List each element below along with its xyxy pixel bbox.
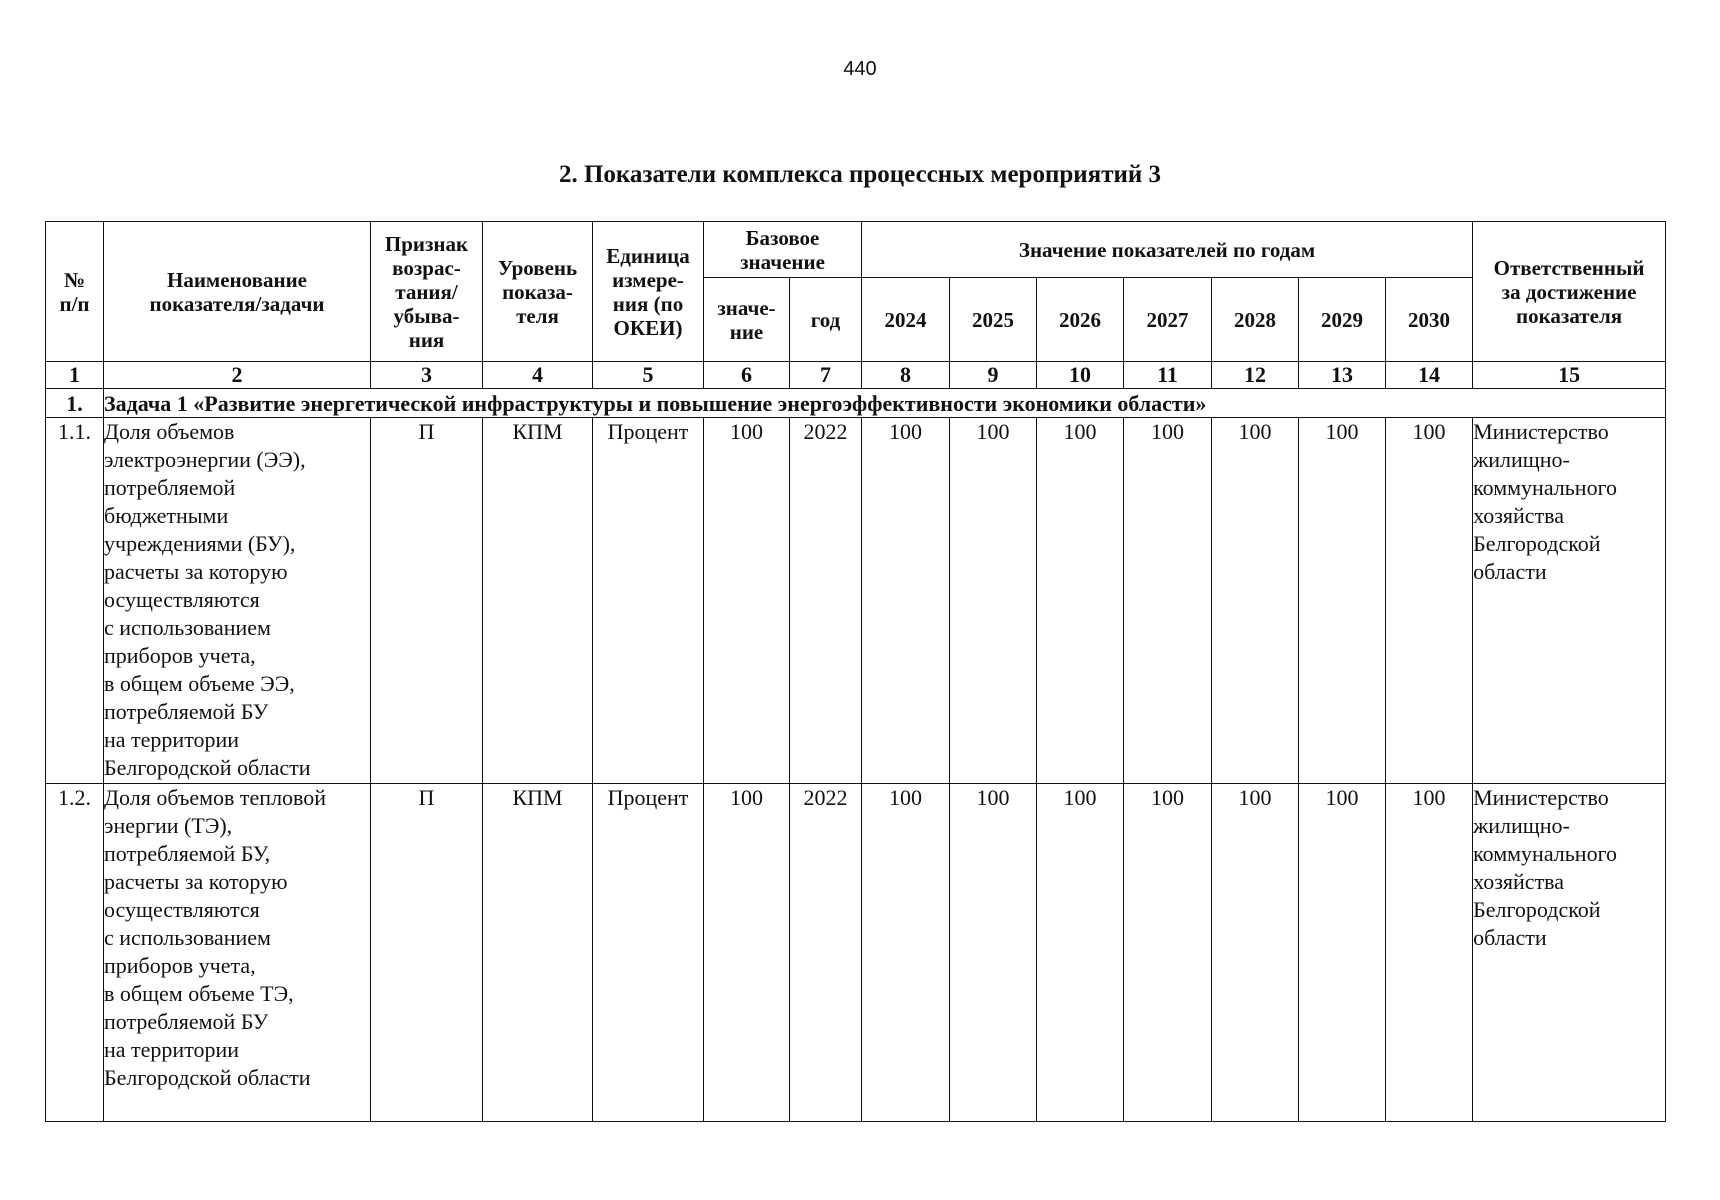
column-number: 2 xyxy=(104,362,371,389)
header-base-value: значе- ние xyxy=(704,278,790,362)
header-num: № п/п xyxy=(46,222,104,362)
column-number: 7 xyxy=(790,362,862,389)
task-title: Задача 1 «Развитие энергетической инфраструктуры и повышение энергоэффективности экономики области» xyxy=(104,389,1666,418)
header-year-2024: 2024 xyxy=(862,278,950,362)
header-years-group: Значение показателей по годам xyxy=(862,222,1473,278)
base-year-cell: 2022 xyxy=(790,784,862,1122)
table-row xyxy=(46,784,1666,1122)
level-cell: КПМ xyxy=(483,784,593,1122)
value-2028-cell: 100 xyxy=(1212,418,1299,784)
base-value-cell: 100 xyxy=(704,784,790,1122)
indicator-name: Доля объемов тепловой энергии (ТЭ), потребляемой БУ, расчеты за которую осуществляются с использованием приборов учета, в общем объеме ТЭ, потребляемой БУ на территории Белгородской области xyxy=(104,784,371,1122)
level-cell: КПМ xyxy=(483,418,593,784)
trend-cell: П xyxy=(371,784,483,1122)
task-index: 1. xyxy=(46,389,104,418)
column-number: 8 xyxy=(862,362,950,389)
base-year-cell: 2022 xyxy=(790,418,862,784)
column-number: 6 xyxy=(704,362,790,389)
base-value-cell: 100 xyxy=(704,418,790,784)
row-index: 1.1. xyxy=(46,418,104,784)
header-base-year: год xyxy=(790,278,862,362)
header-level: Уровень показа- теля xyxy=(483,222,593,362)
column-number-row xyxy=(46,362,1666,389)
indicators-table xyxy=(45,221,1666,1122)
column-number: 14 xyxy=(1386,362,1473,389)
header-year-2029: 2029 xyxy=(1299,278,1386,362)
trend-cell: П xyxy=(371,418,483,784)
column-number: 3 xyxy=(371,362,483,389)
column-number: 15 xyxy=(1473,362,1666,389)
header-base-group: Базовое значение xyxy=(704,222,862,278)
value-2025-cell: 100 xyxy=(950,784,1037,1122)
header-responsible: Ответственный за достижение показателя xyxy=(1473,222,1666,362)
indicator-name: Доля объемов электроэнергии (ЭЭ), потребляемой бюджетными учреждениями (БУ), расчеты за которую осуществляются с использованием приборов учета, в общем объеме ЭЭ, потребляемой БУ на территории Белгородской области xyxy=(104,418,371,784)
value-2028-cell: 100 xyxy=(1212,784,1299,1122)
task-row xyxy=(46,389,1666,418)
value-2024-cell: 100 xyxy=(862,784,950,1122)
header-year-2030: 2030 xyxy=(1386,278,1473,362)
header-year-2027: 2027 xyxy=(1124,278,1212,362)
header-year-2025: 2025 xyxy=(950,278,1037,362)
value-2026-cell: 100 xyxy=(1037,784,1124,1122)
unit-cell: Процент xyxy=(593,784,704,1122)
header-year-2028: 2028 xyxy=(1212,278,1299,362)
responsible-cell: Министерство жилищно- коммунального хозяйства Белгородской области xyxy=(1473,418,1666,784)
column-number: 11 xyxy=(1124,362,1212,389)
value-2029-cell: 100 xyxy=(1299,418,1386,784)
column-number: 10 xyxy=(1037,362,1124,389)
column-number: 5 xyxy=(593,362,704,389)
page-title: 2. Показатели комплекса процессных мероприятий 3 xyxy=(558,161,1162,188)
row-index: 1.2. xyxy=(46,784,104,1122)
value-2030-cell: 100 xyxy=(1386,418,1473,784)
value-2026-cell: 100 xyxy=(1037,418,1124,784)
column-number: 9 xyxy=(950,362,1037,389)
header-name: Наименование показателя/задачи xyxy=(104,222,371,362)
value-2027-cell: 100 xyxy=(1124,784,1212,1122)
column-number: 12 xyxy=(1212,362,1299,389)
value-2029-cell: 100 xyxy=(1299,784,1386,1122)
responsible-cell: Министерство жилищно- коммунального хозяйства Белгородской области xyxy=(1473,784,1666,1122)
column-number: 4 xyxy=(483,362,593,389)
value-2030-cell: 100 xyxy=(1386,784,1473,1122)
column-number: 13 xyxy=(1299,362,1386,389)
unit-cell: Процент xyxy=(593,418,704,784)
header-unit: Единица измере- ния (по ОКЕИ) xyxy=(593,222,704,362)
column-number: 1 xyxy=(46,362,104,389)
header-trend: Признак возрас- тания/ убыва- ния xyxy=(371,222,483,362)
header-year-2026: 2026 xyxy=(1037,278,1124,362)
page-number: 440 xyxy=(843,58,877,80)
value-2027-cell: 100 xyxy=(1124,418,1212,784)
value-2024-cell: 100 xyxy=(862,418,950,784)
value-2025-cell: 100 xyxy=(950,418,1037,784)
table-row xyxy=(46,418,1666,784)
